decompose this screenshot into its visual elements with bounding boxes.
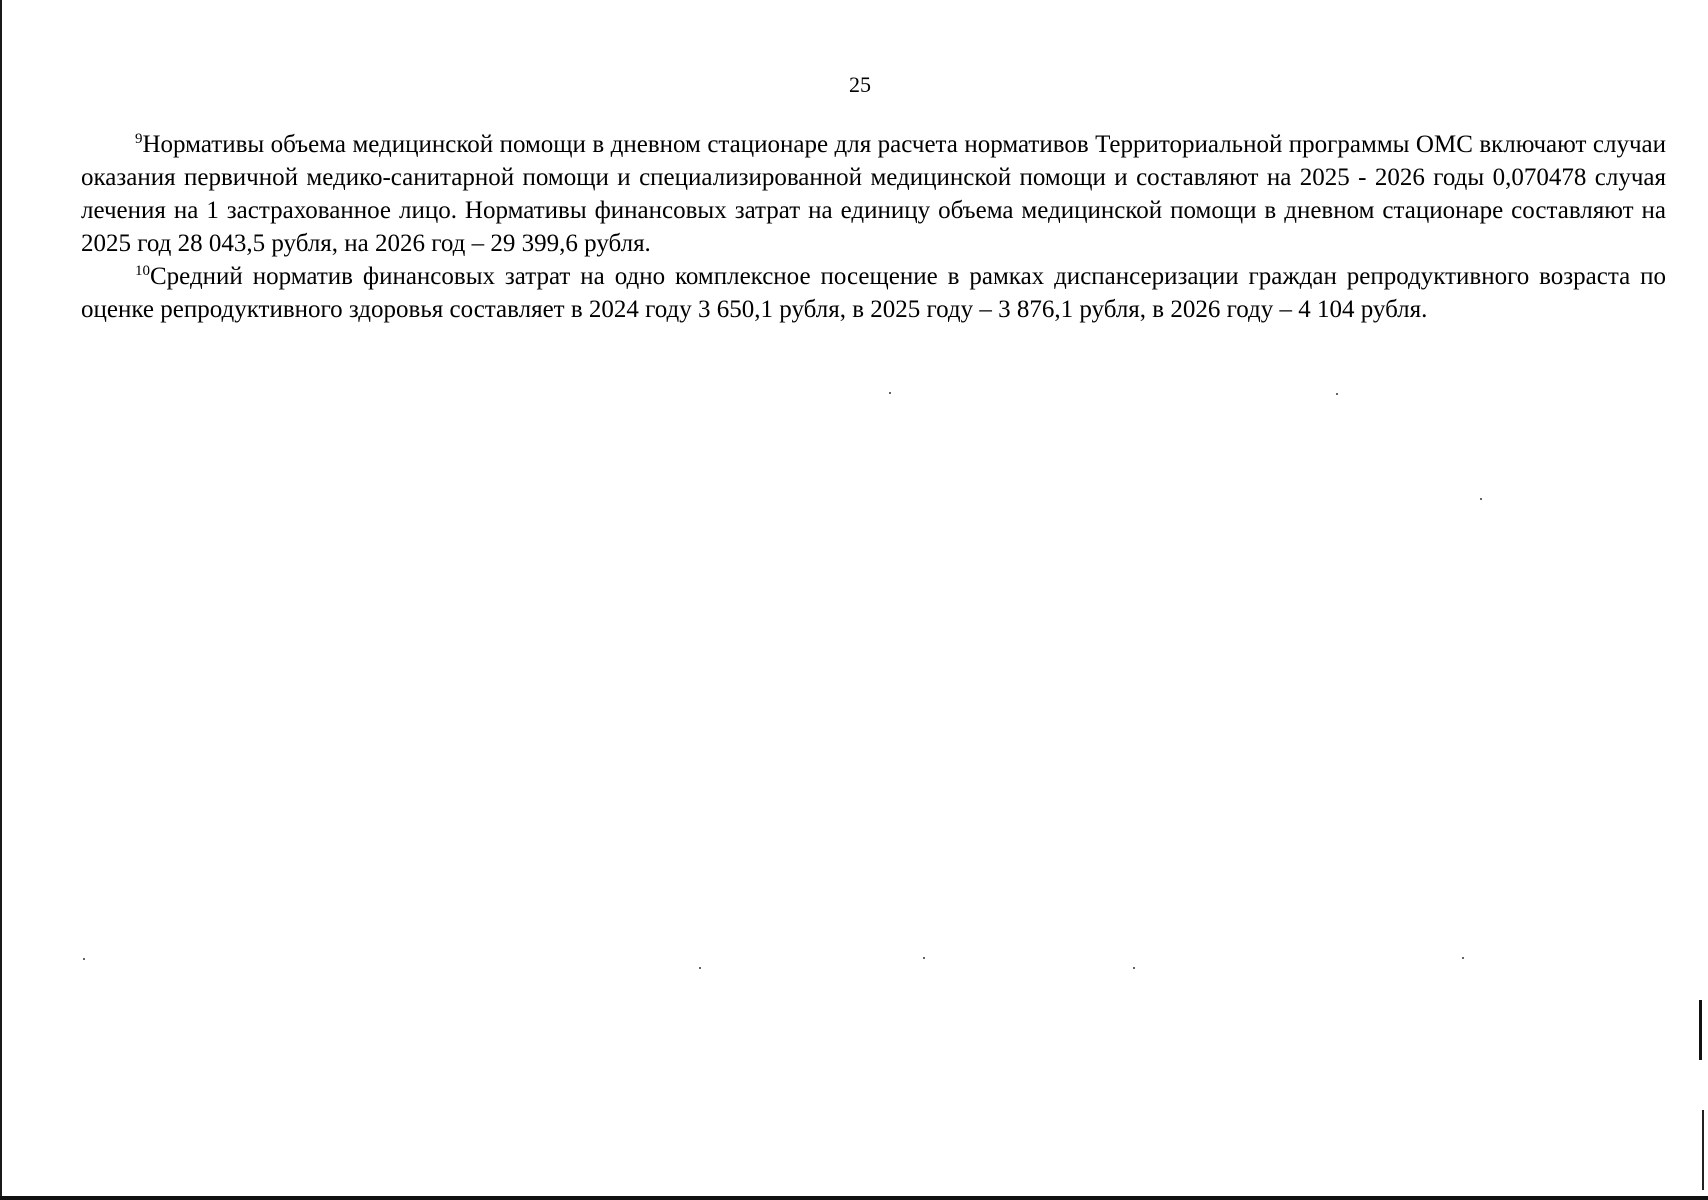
scan-edge-bottom [0,1196,1708,1200]
scan-speck [923,957,925,959]
footnote-marker: 10 [135,263,150,279]
scan-edge-right-lower [1702,1110,1704,1190]
scan-speck [1133,967,1135,969]
scan-speck [83,958,85,960]
scan-speck [1480,498,1482,500]
footnote-marker: 9 [135,131,143,147]
footnote-text: Средний норматив финансовых затрат на одно комплексное посещение в рамках диспансеризации граждан репродуктивного возраста по оценке репродуктивного здоровья составляет в 2024 году 3 650,1 рубля, в 2025 году – 3 876,1 рубля, в 2026 году – 4 104 рубля. [81,263,1666,323]
scan-speck [1462,957,1464,959]
footnotes-section [81,128,1666,326]
footnote-10 [81,260,1666,326]
scan-speck [889,392,891,394]
footnote-text: Нормативы объема медицинской помощи в дневном стационаре для расчета нормативов Территориальной программы ОМС включают случаи оказания первичной медико-санитарной помощи и специализированной медицинской помощи и составляют на 2025 - 2026 годы 0,070478 случая лечения на 1 застрахованное лицо. Нормативы финансовых затрат на единицу объема медицинской помощи в дневном стационаре составляют на 2025 год 28 043,5 рубля, на 2026 год – 29 399,6 рубля. [81,131,1666,257]
scan-speck [699,967,701,969]
scan-speck [1336,393,1338,395]
footnote-9 [81,128,1666,260]
scan-edge-left [0,0,2,1200]
page-number: 25 [849,72,871,97]
scan-edge-right [1699,1000,1702,1060]
